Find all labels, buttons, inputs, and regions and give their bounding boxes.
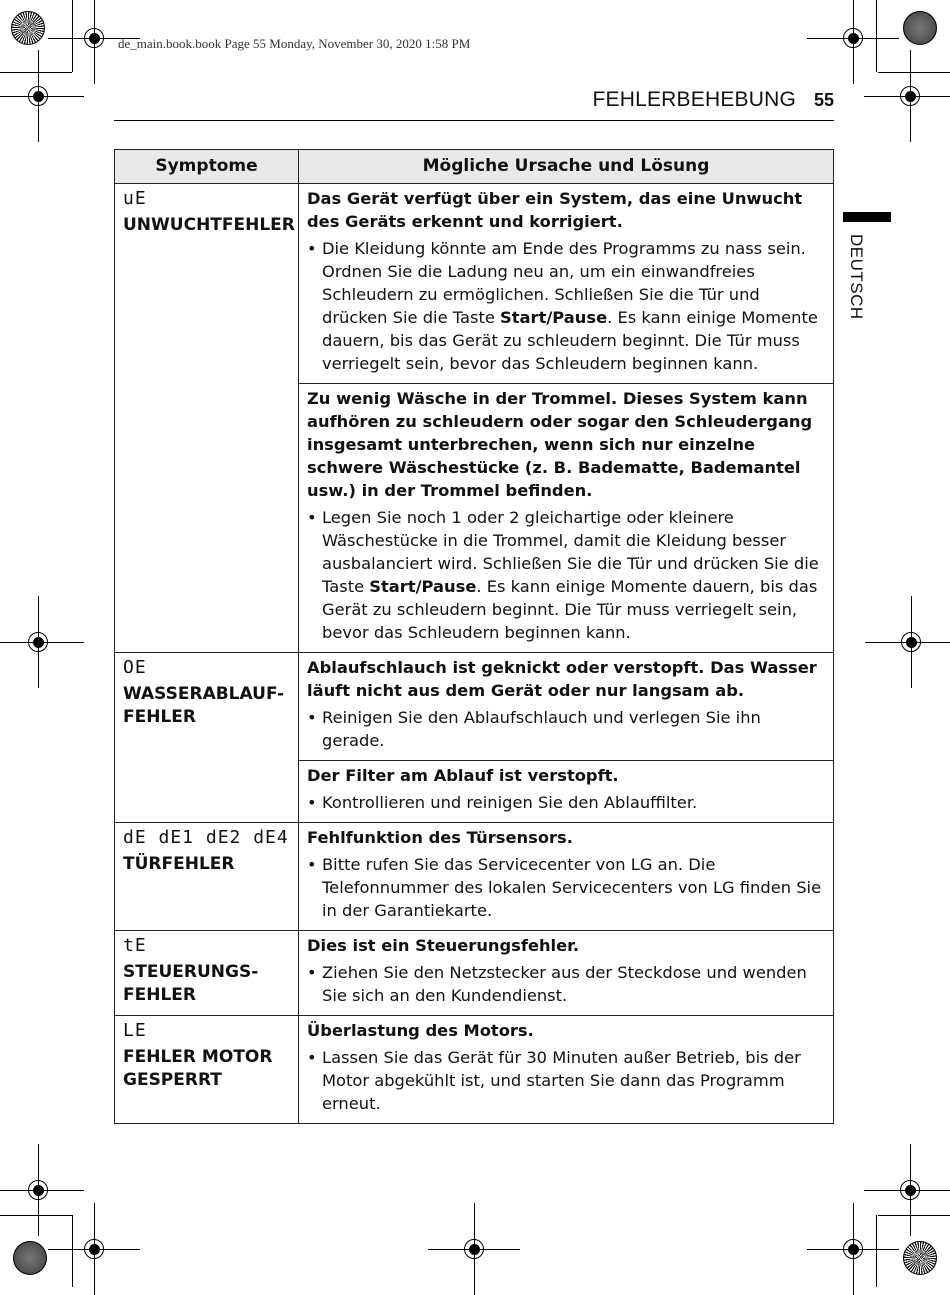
cause-cell — [299, 761, 834, 823]
symptom-name: STEUERUNGS- FEHLER — [123, 962, 259, 1005]
solution-list — [307, 791, 826, 814]
symptom-cell — [115, 823, 299, 931]
crop-line — [0, 1215, 72, 1216]
cause-cell — [299, 653, 834, 761]
table-row — [115, 184, 834, 384]
cause-title: Zu wenig Wäsche in der Trommel. Dieses System kann aufhören zu schleudern oder sogar den Schleudergang insgesamt unterbrechen, wenn sich nur einzelne schwere Wäschestücke (z. B. Badematte, Bademantel usw.) in der Trommel befinden. — [307, 389, 813, 500]
symptom-name: FEHLER MOTOR GESPERRT — [123, 1047, 273, 1090]
symptom-cell — [115, 653, 299, 823]
table-row — [115, 823, 834, 931]
symptom-cell — [115, 931, 299, 1016]
cause-cell — [299, 823, 834, 931]
cause-title: Der Filter am Ablauf ist verstopft. — [307, 766, 619, 785]
solution-list — [307, 853, 826, 922]
crop-line — [876, 1215, 877, 1287]
cause-title: Überlastung des Motors. — [307, 1021, 534, 1040]
error-code: OE — [123, 657, 147, 678]
crop-line — [878, 1215, 950, 1216]
error-code: uE — [123, 188, 147, 209]
symptom-name: UNWUCHTFEHLER — [123, 215, 295, 235]
solution-item: • Die Kleidung könnte am Ende des Programms zu nass sein. Ordnen Sie die Ladung neu an, um ein einwandfreies Schleudern zu ermöglichen. Schließen Sie die Tür und drücken Sie die Taste Start/Pause. Es kann einige Momente dauern, bis das Gerät zu schleudern beginnt. Die Tür muss verriegelt sein, bevor das Schleudern beginnen kann. — [307, 237, 826, 375]
section-title: FEHLERBEHEBUNG — [592, 88, 796, 111]
crop-line — [72, 0, 73, 72]
solution-item: • Legen Sie noch 1 oder 2 gleichartige oder kleinere Wäschestücke in die Trommel, damit die Kleidung besser ausbalanciert wird. Schließen Sie die Tür und drücken Sie die Taste Start/Pause. Es kann einige Momente dauern, bis das Gerät zu schleudern beginnt. Die Tür muss verriegelt sein, bevor das Schleudern beginnen kann. — [307, 506, 826, 644]
cause-cell — [299, 384, 834, 653]
cause-title: Ablaufschlauch ist geknickt oder verstopft. Das Wasser läuft nicht aus dem Gerät oder nur langsam ab. — [307, 658, 817, 700]
registration-disc-bottom-left — [13, 1241, 47, 1275]
error-code: dE dE1 dE2 dE4 — [123, 827, 289, 848]
page-number: 55 — [813, 90, 834, 110]
symptom-cell — [115, 1016, 299, 1124]
column-header-cause-solution: Mögliche Ursache und Lösung — [299, 150, 834, 184]
table-row — [115, 1016, 834, 1124]
troubleshooting-table — [114, 149, 834, 1124]
cause-cell — [299, 1016, 834, 1124]
solution-list — [307, 1046, 826, 1115]
registration-disc-top-right — [903, 11, 937, 45]
solution-list — [307, 506, 826, 644]
symptom-name: TÜRFEHLER — [123, 854, 235, 874]
solution-item: • Bitte rufen Sie das Servicecenter von LG an. Die Telefonnummer des lokalen Servicecenters von LG finden Sie in der Garantiekarte. — [307, 853, 826, 922]
error-code: tE — [123, 935, 147, 956]
solution-item: • Ziehen Sie den Netzstecker aus der Steckdose und wenden Sie sich an den Kundendienst. — [307, 961, 826, 1007]
print-stamp: de_main.book.book Page 55 Monday, November 30, 2020 1:58 PM — [118, 36, 471, 51]
running-header — [114, 86, 834, 121]
solution-list — [307, 961, 826, 1007]
crop-line — [72, 1215, 73, 1287]
cause-title: Dies ist ein Steuerungsfehler. — [307, 936, 580, 955]
language-tab-label: DEUTSCH — [847, 234, 866, 320]
cause-cell — [299, 184, 834, 384]
solution-list — [307, 706, 826, 752]
solution-item: • Reinigen Sie den Ablaufschlauch und verlegen Sie ihn gerade. — [307, 706, 826, 752]
error-code: LE — [123, 1020, 147, 1041]
symptom-cell — [115, 184, 299, 653]
solution-item: • Lassen Sie das Gerät für 30 Minuten außer Betrieb, bis der Motor abgekühlt ist, und starten Sie dann das Programm erneut. — [307, 1046, 826, 1115]
solution-item: • Kontrollieren und reinigen Sie den Ablauffilter. — [307, 791, 826, 814]
solution-list — [307, 237, 826, 375]
crop-line — [0, 72, 72, 73]
symptom-name: WASSERABLAUF- FEHLER — [123, 684, 285, 727]
cause-title: Das Gerät verfügt über ein System, das eine Unwucht des Geräts erkennt und korrigiert. — [307, 189, 803, 231]
cause-cell — [299, 931, 834, 1016]
table-row — [115, 931, 834, 1016]
table-row — [115, 653, 834, 761]
crop-line — [878, 72, 950, 73]
crop-line — [876, 0, 877, 72]
cause-title: Fehlfunktion des Türsensors. — [307, 828, 573, 847]
registration-disc-bottom-right — [903, 1241, 937, 1275]
registration-disc-top-left — [11, 11, 45, 45]
column-header-symptoms: Symptome — [115, 150, 299, 184]
language-tab-bar — [843, 212, 891, 222]
table-header-row — [115, 150, 834, 184]
